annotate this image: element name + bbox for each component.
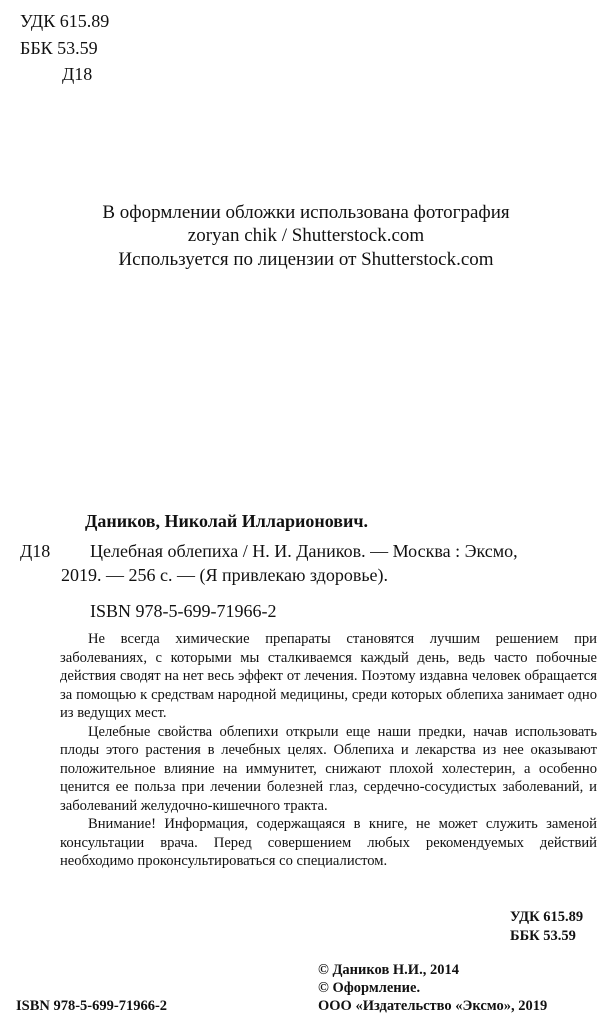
annotation-paragraph: Внимание! Информация, содержащаяся в книге, не может служить заменой консультации врача. Перед совершением любых рекомендуемых действий необходимо проконсультироваться со специалистом. (60, 816, 597, 869)
author-mark: Д18 (62, 64, 93, 84)
cover-credit-line-1: В оформлении обложки использована фотография (102, 202, 510, 223)
annotation-paragraph: Целебные свойства облепихи открыли еще наши предки, начав использовать плоды этого растения в лечебных целях. Облепиха и лекарства из нее оказывают положительное влияние на иммунитет, снижают плохой холестерин, а особенно ценится ее польза при лечении болезней глаз, сердечно-сосудистых заболеваний, и заболеваний желудочно-кишечного тракта. (60, 723, 597, 814)
bbk-code: ББК 53.59 (20, 38, 98, 58)
annotation-paragraph: Не всегда химические препараты становятся лучшим решением при заболеваниях, с которыми мы сталкиваемся каждый день, ведь часто побочные действия сводят на нет весь эффект от лечения. Поэтому издавна человек обращается за помощью к средствам народной медицины, среди которых облепиха занимает одно из ведущих мест. (60, 631, 597, 721)
copyright-author: © Даников Н.И., 2014 (318, 962, 459, 978)
bib-isbn: ISBN 978-5-699-71966-2 (90, 601, 277, 621)
bottom-udk-code: УДК 615.89 (510, 909, 584, 925)
bottom-bbk-code: ББК 53.59 (510, 928, 576, 944)
bib-title-line-2: 2019. — 256 с. — (Я привлекаю здоровье). (61, 565, 389, 585)
bib-author-heading: Даников, Николай Илларионович. (85, 511, 369, 531)
cover-credit-line-3: Используется по лицензии от Shutterstock.com (118, 249, 494, 270)
udk-code: УДК 615.89 (20, 11, 110, 31)
copyright-design: © Оформление. (318, 980, 421, 996)
copyright-publisher: ООО «Издательство «Эксмо», 2019 (318, 998, 548, 1014)
footer-isbn: ISBN 978-5-699-71966-2 (16, 998, 168, 1014)
annotation (60, 630, 597, 871)
cover-credit-line-2: zoryan chik / Shutterstock.com (187, 225, 425, 246)
bib-title-line-1: Целебная облепиха / Н. И. Даников. — Москва : Эксмо, (90, 541, 518, 561)
bib-author-mark: Д18 (20, 541, 51, 561)
